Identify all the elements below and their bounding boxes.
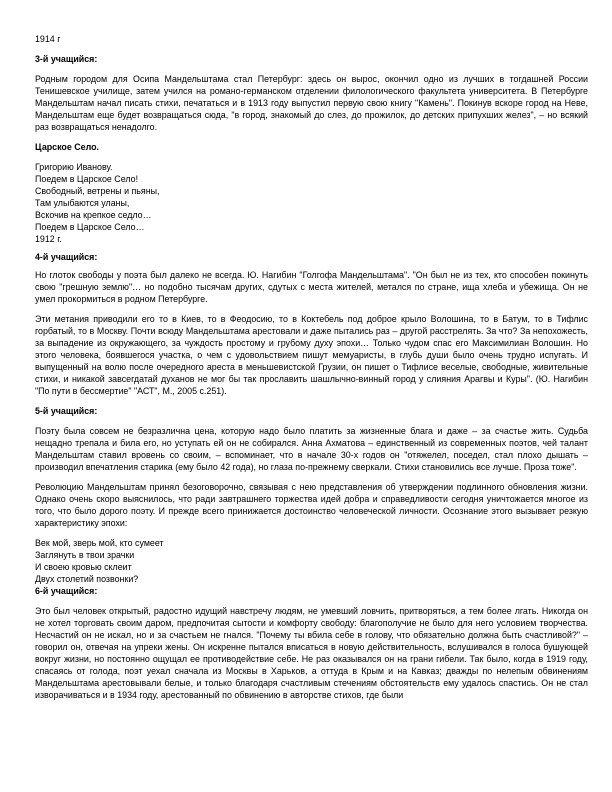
poem-line: Там улыбаются уланы, — [35, 198, 130, 208]
poem-line: Век мой, зверь мой, кто сумеет — [35, 538, 164, 548]
poem-line: И своею кровью склеит — [35, 562, 132, 572]
paragraph-4a: Но глоток свободы у поэта был далеко не всегда. Ю. Нагибин "Голгофа Мандельштама". "Он был не из тех, кто способен покинуть свою "грешную землю"… но подобно тысячам других, сдутых с места жителей, метался по стране, ища хлеба и убежища. Он не умел прокормиться в родном Петербурге. — [35, 270, 588, 304]
paragraph-5a: Поэту была совсем не безразлична цена, которую надо было платить за жизненные блага и даже – за счастье жить. Судьба нещадно трепала и била его, но уступать ей он не собирался. Анна Ахматова – единственный из современных поэтов, чей талант Мандельштам ставил вровень со своим, – вспоминает, что в начале 30-х годов он "отяжелел, поседел, стал плохо дышать – производил впечатления старика (ему было 42 года), но глаза по-прежнему сверкали. Стихи становились все лучше. Проза тоже". — [35, 426, 588, 472]
poem-2 — [35, 537, 588, 585]
speaker-heading-6: 6-й учащийся: — [35, 586, 98, 596]
document-page — [35, 33, 588, 701]
poem-line: Двух столетий позвонки? — [35, 574, 139, 584]
poem-title: Царское Село. — [35, 142, 100, 152]
poem-line: Григорию Иванову. — [35, 162, 113, 172]
poem-line: 1912 г. — [35, 234, 62, 244]
speaker-heading-3: 3-й учащийся: — [35, 54, 98, 64]
poem-line: Свободный, ветрены и пьяны, — [35, 186, 160, 196]
speaker-heading-4: 4-й учащийся: — [35, 252, 98, 262]
date-line: 1914 г — [35, 34, 61, 44]
poem-line: Поедем в Царское Село… — [35, 222, 145, 232]
paragraph-6: Это был человек открытый, радостно идущий навстречу людям, не умевший ловчить, притворяться, а тем более лгать. Никогда он не хотел торговать своим даром, предпочитая сытости и комфорту свободу: благополучие не было для него условием творчества. Несчастий он не искал, но и за счастьем не гнался. "Почему ты вбила себе в голову, что обязательно должна быть счастливой?" – говорил он, отвечая на упреки жены. Он искренне пытался вписаться в новую действительность, вслушивался в голоса бушующей вокруг жизни, но постоянно ощущал ее противодействие себе. Не раз оказывался он на грани гибели. Так было, когда в 1919 году, спасаясь от голода, поэт уехал сначала из Москвы в Харьков, а оттуда в Крым и на Кавказ; дважды по нелепым обвинениям Мандельштама арестовывали белые, и только благодаря счастливым стечениям обстоятельств ему удалось спастись. Он не стал изворачиваться и в 1934 году, арестованный по обвинению в авторстве стихов, где были — [35, 606, 588, 700]
poem-line: Заглянуть в твои зрачки — [35, 550, 135, 560]
poem-line: Вскочив на крепкое седло… — [35, 210, 152, 220]
paragraph-5b: Революцию Мандельштам принял безоговорочно, связывая с нею представления об утверждении подлинного обновления жизни. Однако очень скоро выяснилось, что ради завтрашнего торжества идей добра и справедливости сегодня уничтожается многое из того, что было дорого поэту. И прежде всего принижается достоинство человеческой личности. Осознание этого вызывает резкую характеристику эпохи: — [35, 482, 588, 528]
poem-1 — [35, 161, 588, 245]
paragraph-4b: Эти метания приводили его то в Киев, то в Феодосию, то в Коктебель под доброе крыло Волошина, то в Батум, то в Тифлис горбатый, то в Москву. Почти всюду Мандельштама арестовали и даже пытались раз – другой расстрелять. За что? За непохожесть, за выпадение из окружающего, за чуждость простому и грубому духу эпохи… Только чудом спас его Максимилиан Волошин. Но этого человека, боявшегося участка, о чем с удовольствием пишут мемуаристы, в глубь души было очень трудно испугать. И выпущенный на волю после очередного ареста в меньшевистской Грузии, он пишет о Тифлисе веселые, свободные, живительные стихи, и никакой завсегдатай духанов не мог бы так прославить шашлычно-винный город у слияния Арагвы и Куры". (Ю. Нагибин "По пути в бессмертие" "АСТ", М., 2005 с.251). — [35, 314, 588, 396]
poem-line: Поедем в Царское Село! — [35, 174, 139, 184]
speaker-heading-5: 5-й учащийся: — [35, 406, 98, 416]
paragraph-3: Родным городом для Осипа Мандельштама стал Петербург: здесь он вырос, окончил одно из лучших в тогдашней России Тенишевское училище, затем учился на романо-германском отделении филологического факультета университета. В Петербурге Мандельштам начал писать стихи, печататься и в 1913 году выпустил первую свою книгу "Камень". Покинув вскоре город на Неве, Мандельштам еще будет возвращаться сюда, "в город, знакомый до слез, до прожилок, до детских припухших желез", – но всякий раз возвращаться ненадолго. — [35, 74, 588, 132]
